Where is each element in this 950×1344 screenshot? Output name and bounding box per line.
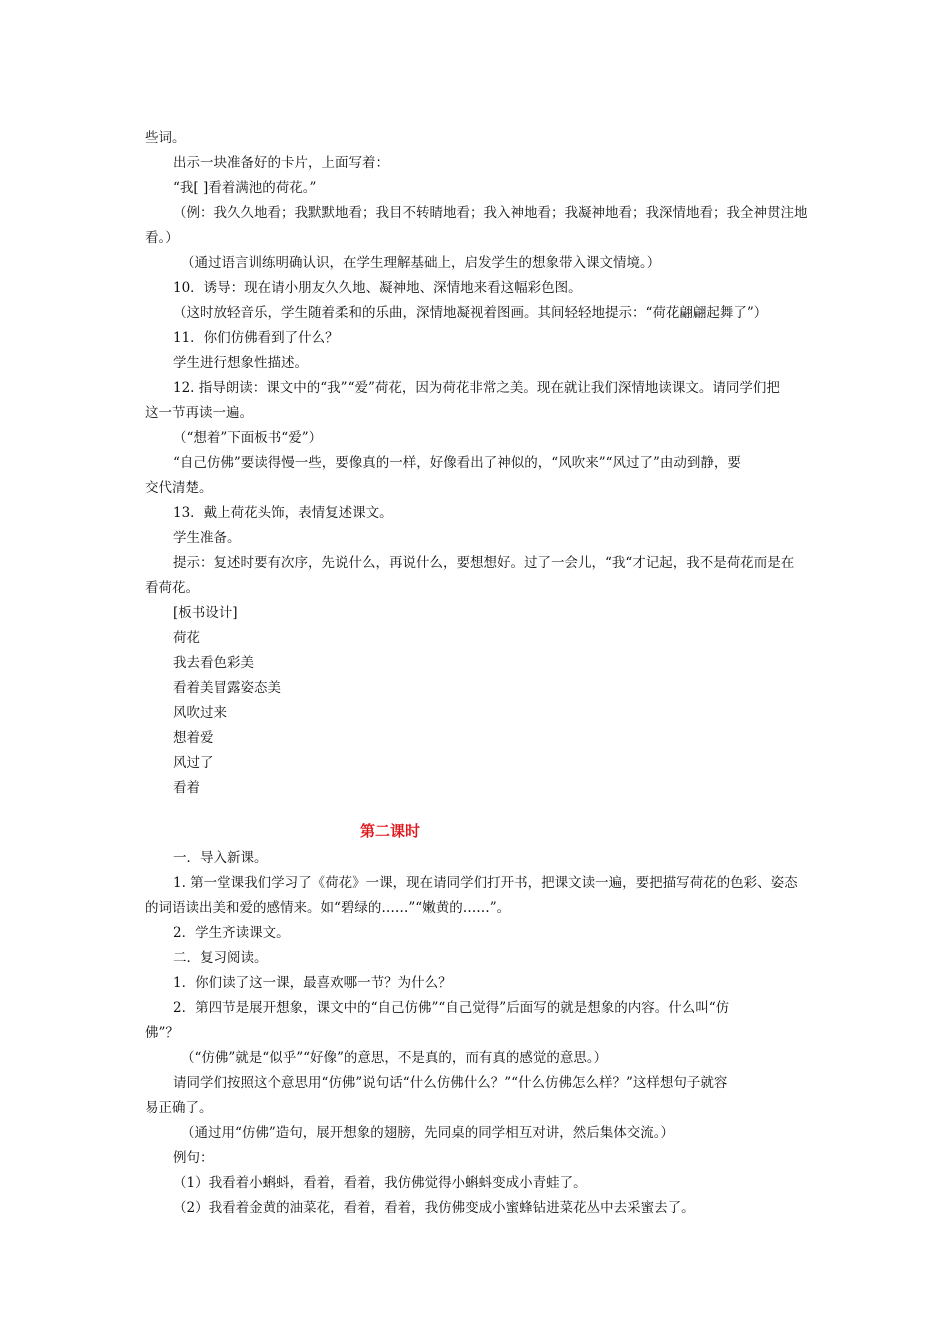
text-line: 荷花 [173, 630, 200, 646]
text-line: （2）我看着金黄的油菜花，看着，看着，我仿佛变成小蜜蜂钻进菜花丛中去采蜜去了。 [173, 1200, 695, 1216]
text-line: 12. 指导朗读：课文中的“我”“爱”荷花，因为荷花非常之美。现在就让我们深情地读课文。请同学们把 [173, 380, 780, 396]
text-line: （“仿佛”就是“似乎”“好像”的意思，不是真的，而有真的感觉的意思。） [181, 1050, 608, 1066]
text-line: 13．戴上荷花头饰，表情复述课文。 [173, 505, 393, 521]
text-line: 些词。 [145, 130, 186, 146]
section-heading: 第二课时 [360, 822, 421, 840]
text-line: [板书设计] [173, 605, 238, 621]
lesson-two-section [145, 846, 809, 1221]
text-line: 二．复习阅读。 [173, 950, 268, 966]
lesson-one-section [145, 126, 809, 801]
text-line: 这一节再读一遍。 [145, 405, 253, 421]
text-line: 例句： [173, 1150, 214, 1166]
text-line: 风吹过来 [173, 705, 227, 721]
text-line: “自己仿佛”要读得慢一些，要像真的一样，好像看出了神似的，“风吹来”“风过了”由动到静，要 [173, 455, 741, 471]
text-line: 1．你们读了这一课，最喜欢哪一节？为什么？ [173, 975, 452, 991]
text-line: 10．诱导：现在请小朋友久久地、凝神地、深情地来看这幅彩色图。 [173, 280, 582, 296]
text-line: 看。） [145, 230, 179, 246]
text-line: 佛”？ [145, 1025, 179, 1041]
text-line: 易正确了。 [145, 1100, 213, 1116]
text-line: 学生进行想象性描述。 [173, 355, 308, 371]
text-line: （通过语言训练明确认识，在学生理解基础上，启发学生的想象带入课文情境。） [181, 255, 661, 271]
text-line: 请同学们按照这个意思用“仿佛”说句话“什么仿佛什么？”“什么仿佛怎么样？”这样想句子就容 [173, 1075, 728, 1091]
text-line: 学生准备。 [173, 530, 241, 546]
text-line: 出示一块准备好的卡片，上面写着： [173, 155, 389, 171]
text-line: （“想着”下面板书“爱”） [173, 430, 323, 446]
text-line: 2．学生齐读课文。 [173, 925, 290, 941]
text-line: 我去看色彩美 [173, 655, 254, 671]
text-line: 看着 [173, 780, 200, 796]
text-line: 交代清楚。 [145, 480, 213, 496]
text-line: （通过用“仿佛”造句，展开想象的翅膀，先同桌的同学相互对讲，然后集体交流。） [181, 1125, 675, 1141]
text-line: 看着美冒露姿态美 [173, 680, 281, 696]
text-line: 一．导入新课。 [173, 850, 268, 866]
text-line: 提示：复述时要有次序，先说什么，再说什么，要想想好。过了一会儿，“我“才记起，我不是荷花而是在 [173, 555, 795, 571]
text-line: 的词语读出美和爱的感情来。如“碧绿的……”“嫩黄的……”。 [145, 900, 511, 916]
text-line: （这时放轻音乐，学生随着柔和的乐曲，深情地凝视着图画。其间轻轻地提示：“荷花翩翩起舞了”） [173, 305, 768, 321]
text-line: “我[ ]看着满池的荷花。” [173, 180, 317, 196]
text-line: 2．第四节是展开想象，课文中的“自己仿佛”“自己觉得”后面写的就是想象的内容。什么叫“仿 [173, 1000, 730, 1016]
text-line: （1）我看着小蝌蚪，看着，看着，我仿佛觉得小蝌蚪变成小青蛙了。 [173, 1175, 587, 1191]
text-line: 11．你们仿佛看到了什么？ [173, 330, 339, 346]
text-line: 想着爱 [173, 730, 214, 746]
text-line: 1. 第一堂课我们学习了《荷花》一课，现在请同学们打开书，把课文读一遍，要把描写荷花的色彩、姿态 [173, 875, 798, 891]
text-line: （例：我久久地看；我默默地看；我目不转睛地看；我入神地看；我凝神地看；我深情地看；我全神贯注地 [173, 205, 808, 221]
text-line: 看荷花。 [145, 580, 199, 596]
text-line: 风过了 [173, 755, 214, 771]
document-page [145, 126, 809, 1221]
